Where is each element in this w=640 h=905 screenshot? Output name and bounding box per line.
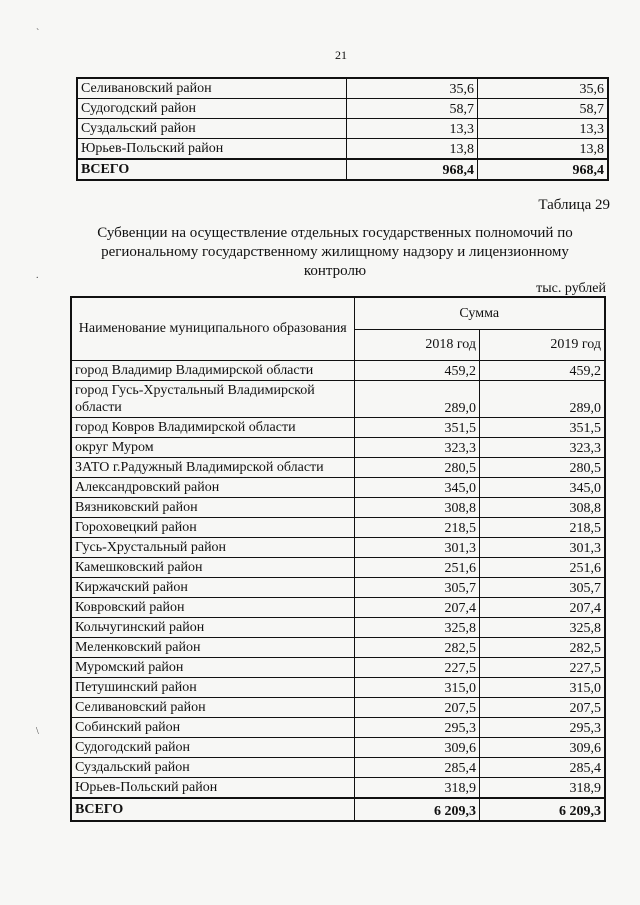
column-header-name: Наименование муниципального образования: [71, 297, 354, 361]
table-row: [77, 139, 608, 160]
row-value-2018: 318,9: [354, 778, 479, 799]
row-value-2019: 285,4: [479, 758, 605, 778]
scan-speck: .: [36, 270, 39, 281]
table-row: [71, 598, 605, 618]
row-name: Селивановский район: [71, 698, 354, 718]
row-value-2018: 295,3: [354, 718, 479, 738]
table-row: [77, 99, 608, 119]
row-name: Юрьев-Польский район: [71, 778, 354, 799]
row-name: Александровский район: [71, 478, 354, 498]
row-value-2018: 345,0: [354, 478, 479, 498]
row-name: Камешковский район: [71, 558, 354, 578]
total-value-2018: 6 209,3: [354, 798, 479, 821]
table-row: [71, 718, 605, 738]
top-table: [76, 77, 609, 181]
row-value-2019: 207,4: [479, 598, 605, 618]
row-value-2019: 315,0: [479, 678, 605, 698]
row-value-2018: 35,6: [346, 78, 477, 99]
row-value-2019: 305,7: [479, 578, 605, 598]
total-label: ВСЕГО: [77, 159, 346, 180]
total-value-2019: 968,4: [478, 159, 609, 180]
row-name: Вязниковский район: [71, 498, 354, 518]
table-row: [71, 418, 605, 438]
row-name: Меленковский район: [71, 638, 354, 658]
row-value-2018: 323,3: [354, 438, 479, 458]
row-value-2019: 227,5: [479, 658, 605, 678]
row-name: Судогодский район: [71, 738, 354, 758]
row-value-2018: 305,7: [354, 578, 479, 598]
table-body: [71, 361, 605, 822]
table-header: [71, 297, 605, 361]
row-name: Муромский район: [71, 658, 354, 678]
table-row: [71, 498, 605, 518]
row-name: Ковровский район: [71, 598, 354, 618]
scan-speck: `: [36, 28, 40, 39]
row-value-2018: 251,6: [354, 558, 479, 578]
table-row: [71, 618, 605, 638]
row-name: Собинский район: [71, 718, 354, 738]
row-value-2018: 58,7: [346, 99, 477, 119]
row-name: Киржачский район: [71, 578, 354, 598]
row-value-2018: 301,3: [354, 538, 479, 558]
row-value-2019: 318,9: [479, 778, 605, 799]
row-value-2019: 280,5: [479, 458, 605, 478]
row-value-2018: 280,5: [354, 458, 479, 478]
row-value-2019: 13,3: [478, 119, 609, 139]
table-row: [71, 778, 605, 799]
scan-speck: \: [36, 726, 39, 737]
row-value-2018: 207,5: [354, 698, 479, 718]
row-name: Селивановский район: [77, 78, 346, 99]
row-name: город Ковров Владимирской области: [71, 418, 354, 438]
row-name: Гороховецкий район: [71, 518, 354, 538]
row-name: город Владимир Владимирской области: [71, 361, 354, 381]
row-value-2018: 315,0: [354, 678, 479, 698]
units-label: тыс. рублей: [536, 281, 606, 296]
table-row: [71, 698, 605, 718]
total-row: [77, 159, 608, 180]
table-row: [71, 558, 605, 578]
table-row: [71, 538, 605, 558]
row-value-2019: 325,8: [479, 618, 605, 638]
table-row: [71, 478, 605, 498]
row-name: Судогодский район: [77, 99, 346, 119]
row-value-2019: 251,6: [479, 558, 605, 578]
table-row: [71, 438, 605, 458]
total-label: ВСЕГО: [71, 798, 354, 821]
row-value-2018: 285,4: [354, 758, 479, 778]
row-value-2019: 289,0: [479, 381, 605, 418]
row-value-2019: 58,7: [478, 99, 609, 119]
row-value-2019: 295,3: [479, 718, 605, 738]
row-value-2019: 282,5: [479, 638, 605, 658]
table-row: [77, 119, 608, 139]
row-value-2018: 227,5: [354, 658, 479, 678]
table-row: [71, 361, 605, 381]
row-name: город Гусь-Хрустальный Владимирской области: [71, 381, 354, 418]
row-value-2019: 301,3: [479, 538, 605, 558]
table-row: [71, 578, 605, 598]
row-value-2019: 309,6: [479, 738, 605, 758]
column-header-2019: 2019 год: [479, 329, 605, 361]
row-name: ЗАТО г.Радужный Владимирской области: [71, 458, 354, 478]
row-name: Кольчугинский район: [71, 618, 354, 638]
table-caption: Субвенции на осуществление отдельных государственных полномочий по региональному государственному жилищному надзору и лицензионному контролю: [97, 225, 573, 279]
row-value-2019: 351,5: [479, 418, 605, 438]
column-header-2018: 2018 год: [354, 329, 479, 361]
row-value-2018: 282,5: [354, 638, 479, 658]
table-row: [71, 638, 605, 658]
row-value-2019: 218,5: [479, 518, 605, 538]
row-name: Гусь-Хрустальный район: [71, 538, 354, 558]
row-value-2019: 323,3: [479, 438, 605, 458]
row-value-2019: 459,2: [479, 361, 605, 381]
row-value-2018: 459,2: [354, 361, 479, 381]
subsidy-table: [70, 296, 606, 822]
row-name: Петушинский район: [71, 678, 354, 698]
row-name: Юрьев-Польский район: [77, 139, 346, 160]
row-value-2018: 13,8: [346, 139, 477, 160]
table-row: [77, 78, 608, 99]
table-row: [71, 518, 605, 538]
table-row: [71, 458, 605, 478]
total-row: [71, 798, 605, 821]
table-row: [71, 738, 605, 758]
table-row: [71, 758, 605, 778]
table-row: [71, 678, 605, 698]
top-table-body: [77, 78, 608, 180]
row-name: Суздальский район: [77, 119, 346, 139]
row-name: Суздальский район: [71, 758, 354, 778]
total-value-2018: 968,4: [346, 159, 477, 180]
row-value-2019: 345,0: [479, 478, 605, 498]
row-value-2018: 289,0: [354, 381, 479, 418]
page-number: 21: [335, 48, 347, 62]
row-value-2018: 13,3: [346, 119, 477, 139]
row-value-2018: 351,5: [354, 418, 479, 438]
row-value-2019: 207,5: [479, 698, 605, 718]
row-value-2018: 308,8: [354, 498, 479, 518]
row-value-2019: 13,8: [478, 139, 609, 160]
row-value-2019: 308,8: [479, 498, 605, 518]
row-value-2018: 309,6: [354, 738, 479, 758]
total-value-2019: 6 209,3: [479, 798, 605, 821]
row-value-2018: 218,5: [354, 518, 479, 538]
table-row: [71, 658, 605, 678]
column-header-sum: Сумма: [354, 297, 605, 329]
row-name: округ Муром: [71, 438, 354, 458]
table-row: [71, 381, 605, 418]
row-value-2018: 325,8: [354, 618, 479, 638]
row-value-2018: 207,4: [354, 598, 479, 618]
row-value-2019: 35,6: [478, 78, 609, 99]
table-number-label: Таблица 29: [538, 197, 610, 213]
header-row: [71, 297, 605, 329]
